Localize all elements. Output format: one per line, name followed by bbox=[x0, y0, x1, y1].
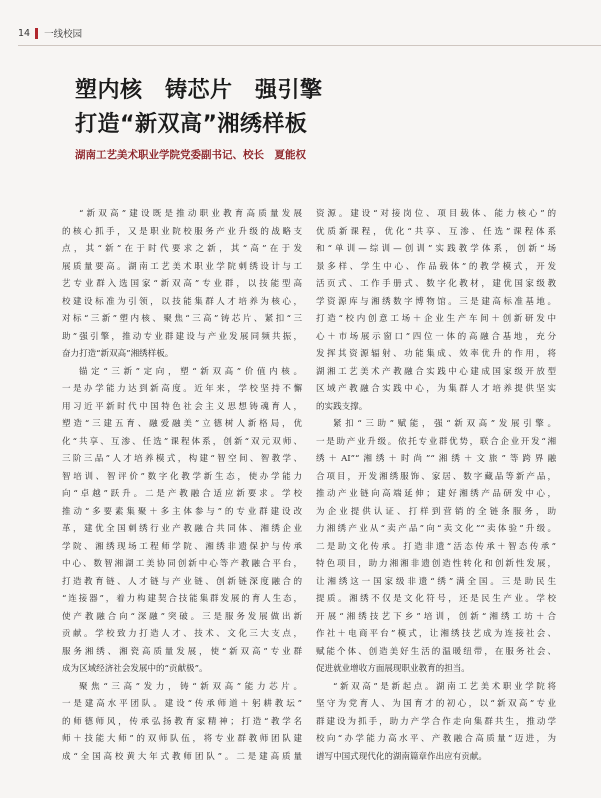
text-line: 三阶三品”人才培养模式，构建“智空间、智教学、 bbox=[62, 454, 302, 464]
text-line: “连接器”，着力构建契合技能集群发展的育人生态， bbox=[62, 594, 302, 604]
text-line: 的师德师风，传承弘扬教育家精神；打造“教学名 bbox=[62, 716, 302, 727]
text-line: “新双高”建设既是推动职业教育高质量发展 bbox=[79, 209, 302, 219]
text-line: 合项目，开发湘绣服饰、家居、数字藏品等新产品， bbox=[316, 471, 556, 482]
text-line: “新双高”是新起点。湖南工艺美术职业学院将 bbox=[333, 681, 556, 692]
text-line: 资源。建设“对接岗位、项目载体、能力核心”的 bbox=[316, 209, 556, 219]
text-line: 和“单训—综训—创训”实践教学体系，创新“场 bbox=[316, 244, 556, 254]
text-line: 使产教融合向“深融”突破。三是服务发展做出新 bbox=[62, 611, 302, 622]
text-line: 一是办学能力达到新高度。近年来，学校坚持不懈 bbox=[62, 384, 302, 394]
text-line: 中心、数智湘湖工美协同创新中心等产教融合平台， bbox=[62, 559, 302, 569]
text-line: 用习近平新时代中国特色社会主义思想铸魂育人， bbox=[62, 401, 302, 412]
text-line: 的实践支撑。 bbox=[316, 401, 368, 412]
page-number: 14 bbox=[18, 27, 31, 39]
text-line: 师＋技能大师”的双师队伍，将专业群教师团队建 bbox=[62, 734, 302, 744]
text-line: 一是建高水平团队。建设“传承师道＋躬耕教坛” bbox=[62, 699, 302, 709]
article-title bbox=[75, 74, 555, 142]
text-line: 校向“办学能力高水平、产教融合高质量”迈进，为 bbox=[316, 734, 556, 744]
text-line: 二是助文化传承。打造非遗“活态传承＋智态传承” bbox=[316, 541, 556, 552]
right-text-column bbox=[316, 206, 556, 766]
text-line: 推动“多要素集聚＋多主体参与”的专业群建设改 bbox=[62, 506, 302, 517]
text-line: 打造教育链、人才链与产业链、创新链深度融合的 bbox=[62, 576, 302, 587]
text-line: 的核心抓手，又是职业院校服务产业升级的战略支 bbox=[62, 226, 302, 237]
text-line: 向“卓越”跃升。二是产教融合适应新要求。学校 bbox=[62, 489, 302, 499]
text-line: 景多样、学生中心、作品载体”的教学模式，开发 bbox=[316, 261, 556, 272]
text-line: 为企业提供认证、打样到营销的全链条服务，助 bbox=[316, 506, 556, 517]
text-line: 锚定“三新”定向，塑“新双高”价值内核。 bbox=[79, 366, 302, 377]
text-line: 活页式、工作手册式、数字化教材，建优国家级教 bbox=[316, 279, 556, 289]
text-line: 化“共享、互渗、任选”课程体系，创新“双元双师、 bbox=[62, 436, 302, 447]
text-line: 谱写中国式现代化的湖南篇章作出应有贡献。 bbox=[316, 751, 487, 762]
section-name: 一线校园 bbox=[44, 29, 83, 40]
text-line: 学资源库与湘绣数字博物馆。三是建高标准基地。 bbox=[316, 296, 556, 307]
text-line: 发挥其资源辐射、功能集成、效率优升的作用，将 bbox=[316, 349, 556, 359]
text-line: 群建设为抓手，助力产学合作走向集群共生，推动学 bbox=[316, 716, 556, 727]
text-line: 成为区域经济社会发展中的“贡献极”。 bbox=[62, 664, 208, 674]
section-divider-bar bbox=[35, 28, 38, 39]
text-line: 服务湘绣、湘瓷高质量发展，使“新双高”专业群 bbox=[62, 646, 302, 657]
left-text-column bbox=[62, 206, 302, 766]
text-line: 作社＋电商平台”模式，让湘绣技艺成为连接社会、 bbox=[316, 629, 556, 639]
text-line: 促进就业增收方面展现职业教育的担当。 bbox=[316, 664, 470, 674]
text-line: 艺专业群入选国家“新双高”专业群，以技能型高 bbox=[62, 279, 302, 289]
text-line: 一是助产业升级。依托专业群优势，联合企业开发“湘 bbox=[316, 436, 556, 447]
text-line: 革，建优全国刺绣行业产教融合共同体、湘绣企业 bbox=[62, 524, 302, 534]
text-line: 打造“校内创意工场＋企业生产车间＋创新研发中 bbox=[316, 314, 556, 324]
text-line: 让湘绣这一国家级非遗“绣”满全国。三是助民生 bbox=[316, 576, 556, 587]
text-line: 聚焦“三高”发力，铸“新双高”能力芯片。 bbox=[79, 681, 302, 692]
text-line: 奋力打造“新双高”湘绣样板。 bbox=[62, 349, 174, 359]
text-line: 助”强引擎，推动专业群建设与产业发展同频共振， bbox=[62, 331, 302, 342]
text-line: 紧扣“三助”赋能，强“新双高”发展引擎。 bbox=[333, 419, 556, 429]
text-line: 点，其“新”在于时代要求之新，其“高”在于发 bbox=[62, 244, 302, 254]
text-line: 力湘绣产业从“卖产品”向“卖文化”“卖体验”升级。 bbox=[316, 524, 556, 534]
header-rule bbox=[18, 45, 601, 46]
text-line: 学院、湘绣现场工程师学院、湘绣非遗保护与传承 bbox=[62, 541, 302, 552]
text-line: 成“全国高校黄大年式教师团队”。二是建高质量 bbox=[62, 751, 302, 762]
text-line: 特色项目，助力湘湘非遗创造性转化和创新性发展， bbox=[316, 559, 556, 569]
text-line: 贡献。学校致力打造人才、技术、文化三大支点， bbox=[62, 629, 302, 639]
text-line: 智培训、智评价”数字化教学新生态，使办学能力 bbox=[62, 471, 302, 482]
running-header bbox=[18, 26, 82, 40]
title-line-1: 塑内核 铸芯片 强引擎 bbox=[75, 78, 323, 103]
text-line: 开展“湘绣技艺下乡”培训，创新“湘绣工坊＋合 bbox=[316, 611, 556, 622]
text-line: 优质新课程，优化“共享、互渗、任选”课程体系 bbox=[316, 226, 556, 237]
text-line: 绣＋AI”“湘绣＋时尚”“湘绣＋文旅”等跨界融 bbox=[316, 454, 556, 464]
text-line: 心＋市场展示窗口”四位一体的高融合基地，充分 bbox=[316, 331, 556, 342]
text-line: 坚守为党育人、为国育才的初心，以“新双高”专业 bbox=[316, 699, 556, 709]
text-line: 区域产教融合实践中心，为集群人才培养提供坚实 bbox=[316, 384, 556, 394]
text-line: 湖湘工艺美术产教融合实践中心建成国家级开放型 bbox=[316, 366, 556, 377]
title-line-2: 打造“新双高”湘绣样板 bbox=[75, 112, 308, 137]
text-line: 塑造“三建五育、融爱融美”立德树人新格局，优 bbox=[62, 419, 302, 429]
text-line: 推动产业链向高端延伸；建好湘绣产品研发中心， bbox=[316, 489, 556, 499]
author-byline: 湖南工艺美术职业学院党委副书记、校长 夏能权 bbox=[75, 149, 306, 161]
text-line: 赋能个体、创造美好生活的温暖纽带，在服务社会、 bbox=[316, 646, 556, 657]
text-line: 展质量要高。湖南工艺美术职业学院刺绣设计与工 bbox=[62, 261, 302, 272]
text-line: 校建设标准为引领，以技能集群人才培养为核心， bbox=[62, 296, 302, 307]
text-line: 对标“三新”塑内核、聚焦“三高”铸芯片、紧扣“三 bbox=[62, 314, 302, 324]
text-line: 提质。湘绣不仅是文化符号，还是民生产业。学校 bbox=[316, 594, 556, 604]
